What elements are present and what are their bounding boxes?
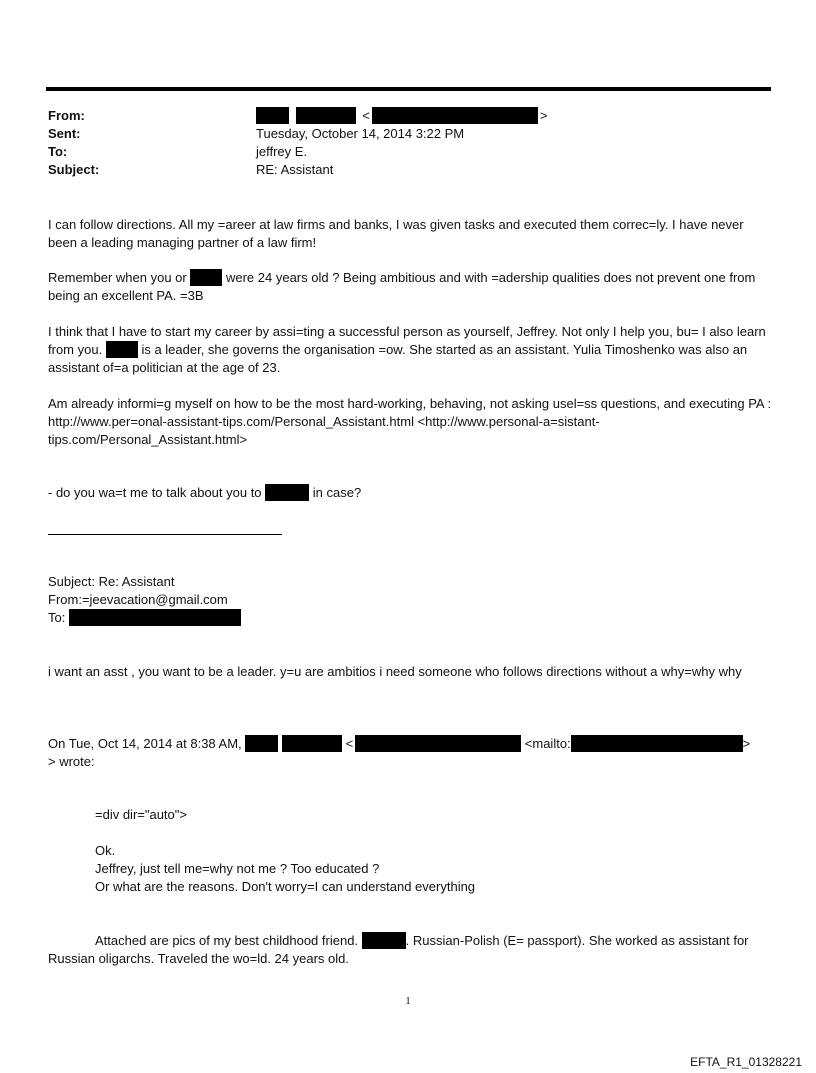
- question-line: Jeffrey, just tell me=why not me ? Too educated ?: [95, 861, 380, 876]
- redaction-block: [190, 269, 222, 286]
- document-id: EFTA_R1_01328221: [690, 1055, 802, 1069]
- attached-paragraph: [48, 932, 773, 968]
- quoted-to: [48, 609, 241, 627]
- redaction-block: [106, 341, 138, 358]
- wrote-text-a: On Tue, Oct 14, 2014 at 8:38 AM,: [48, 736, 242, 751]
- header-rule: [46, 87, 771, 91]
- quoted-subject: Subject: Re: Assistant: [48, 574, 175, 589]
- div-line: =div dir="auto">: [95, 807, 187, 822]
- p3-text-b: is a leader, she governs the organisation =ow. She started as an assistant. Yulia Timoshenko was also an assistant of=a politician at the age of 23.: [48, 342, 748, 375]
- quoted-message: i want an asst , you want to be a leader. y=u are ambitios i need someone who follows directions without a why=why why: [48, 664, 742, 679]
- body-paragraph-4: Am already informi=g myself on how to be the most hard-working, behaving, not asking usel=ss questions, and executing PA : http://www.per=onal-assistant-tips.com/Personal_Assistant.html <http://www.personal-a=sistant-tips.com/Personal_Assistant.html>: [48, 396, 772, 447]
- redaction-block: [296, 107, 356, 124]
- from-label: From:: [48, 108, 85, 123]
- redaction-block: [362, 932, 406, 949]
- wrote-line: [48, 735, 750, 753]
- p3-text-a: I think that I have to start my career by assi=ting a successful person as yourself, Jeffrey. Not only I help you, bu= I also learn from you.: [48, 324, 766, 357]
- wrote-lt: <: [345, 736, 354, 751]
- from-value: [256, 107, 547, 125]
- redaction-block: [355, 735, 521, 752]
- wrote-mailto: <mailto:: [524, 736, 571, 751]
- wrote-suffix: > wrote:: [48, 754, 95, 769]
- redaction-block: [256, 107, 289, 124]
- p2-text-b: were 24 years old ? Being ambitious and with =adership qualities does not prevent one from being an excellent PA. =3B: [48, 270, 756, 303]
- redaction-block: [245, 735, 278, 752]
- ok-line: Ok.: [95, 843, 116, 858]
- from-lt: <: [362, 108, 370, 123]
- attached-text-a: Attached are pics of my best childhood friend.: [95, 933, 359, 948]
- redaction-block: [571, 735, 743, 752]
- p5-text-a: - do you wa=t me to talk about you to: [48, 485, 262, 500]
- reasons-line: Or what are the reasons. Don't worry=I can understand everything: [95, 879, 476, 894]
- body-paragraph-1: I can follow directions. All my =areer at law firms and banks, I was given tasks and executed them correc=ly. I have never been a leading managing partner of a law firm!: [48, 217, 744, 250]
- sent-label: Sent:: [48, 126, 81, 141]
- sent-value: Tuesday, October 14, 2014 3:22 PM: [256, 126, 465, 141]
- p5-text-b: in case?: [312, 485, 362, 500]
- subject-value: RE: Assistant: [256, 162, 334, 177]
- quoted-to-label: To:: [48, 610, 66, 625]
- redaction-block: [265, 484, 309, 501]
- to-value: jeffrey E.: [256, 144, 308, 159]
- body-paragraph-3: [48, 323, 773, 377]
- subject-label: Subject:: [48, 162, 100, 177]
- page-number: 1: [405, 995, 411, 1007]
- attached-text-b: . Russian-Polish (E= passport). She worked as assistant for Russian oligarchs. Traveled the wo=ld. 24 years old.: [48, 933, 749, 966]
- quote-separator: [48, 534, 282, 535]
- from-gt: >: [539, 108, 548, 123]
- p2-text-a: Remember when you or: [48, 270, 187, 285]
- body-paragraph-2: [48, 269, 773, 305]
- body-paragraph-5: [48, 484, 773, 502]
- redaction-block: [69, 609, 241, 626]
- to-label: To:: [48, 144, 68, 159]
- quoted-from: From:=jeevacation@gmail.com: [48, 592, 228, 607]
- redaction-block: [372, 107, 538, 124]
- redaction-block: [282, 735, 342, 752]
- wrote-gt: >: [742, 736, 751, 751]
